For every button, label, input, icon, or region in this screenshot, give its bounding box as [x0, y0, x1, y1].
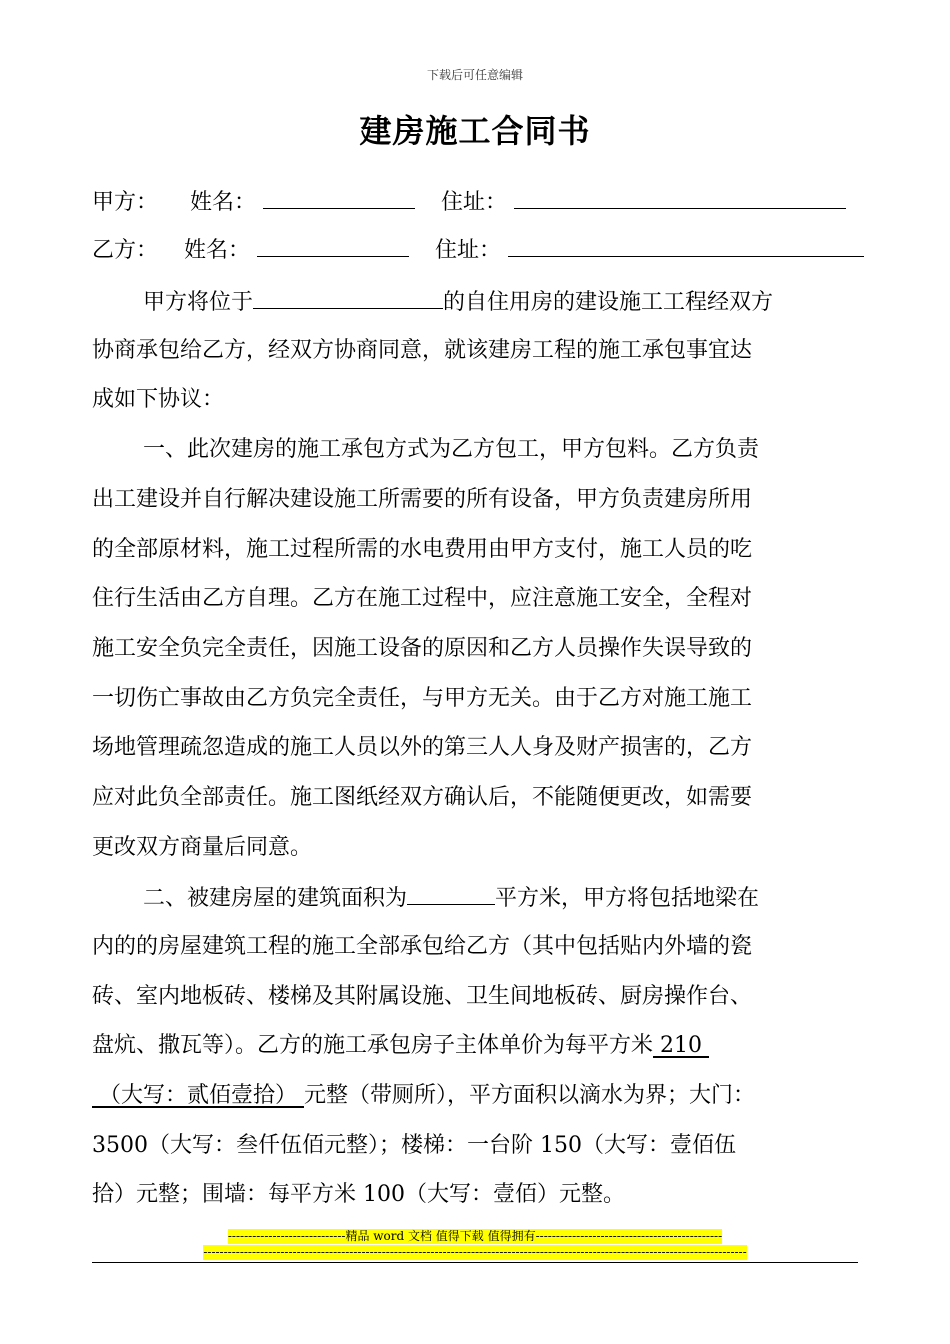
clause2-line-5 [92, 1081, 755, 1111]
party-b-row [92, 234, 864, 266]
clause1-line-7: 场地管理疏忽造成的施工人员以外的第三人人身及财产损害的，乙方 [92, 735, 753, 760]
footer-banner-line-1 [0, 1229, 950, 1244]
party-a-label: 甲方： [92, 190, 159, 215]
party-a-row [92, 186, 846, 218]
party-b-address-field[interactable] [508, 234, 864, 257]
clause1-line-1: 一、此次建房的施工承包方式为乙方包工，甲方包料。乙方负责 [143, 437, 760, 462]
unit-price-value: 210 [653, 1033, 709, 1058]
party-b-name-label: 姓名： [184, 238, 251, 263]
clause1-line-6: 一切伤亡事故由乙方负完全责任，与甲方无关。由于乙方对施工施工 [92, 686, 753, 711]
clause1-line-4: 住行生活由乙方自理。乙方在施工过程中，应注意施工安全，全程对 [92, 586, 753, 611]
clause2-line-3: 砖、室内地板砖、楼梯及其附属设施、卫生间地板砖、厨房操作台、 [92, 984, 753, 1009]
intro-line-2: 协商承包给乙方，经双方协商同意，就该建房工程的施工承包事宜达 [92, 338, 753, 363]
clause2-line-1 [143, 882, 759, 914]
footer-divider [92, 1262, 858, 1263]
area-field[interactable] [407, 882, 495, 905]
clause2-line-4 [92, 1031, 709, 1061]
party-b-address-label: 住址： [435, 238, 502, 263]
party-b-name-field[interactable] [257, 234, 409, 257]
clause2-line-7: 拾）元整；围墙：每平方米 100（大写：壹佰）元整。 [92, 1182, 625, 1207]
party-a-address-field[interactable] [514, 186, 846, 209]
unit-price-text: 盘炕、撒瓦等）。乙方的施工承包房子主体单价为每平方米 [92, 1033, 654, 1058]
party-a-name-field[interactable] [263, 186, 415, 209]
clause2-text-a: 二、被建房屋的建筑面积为 [143, 886, 408, 911]
footer-banner-text-1: -----------------------------精品 word 文档 值得下载 值得拥有---------------------------------------------- [227, 1229, 723, 1243]
party-a-name-label: 姓名： [190, 190, 257, 215]
clause1-line-2: 出工建设并自行解决建设施工所需要的所有设备，甲方负责建房所用 [92, 487, 753, 512]
intro-text-b: 的自住用房的建设施工工程经双方 [443, 290, 774, 315]
clause1-line-8: 应对此负全部责任。施工图纸经双方确认后，不能随便更改，如需要 [92, 785, 753, 810]
clause2-line-6: 3500（大写：叁仟伍佰元整）；楼梯：一台阶 150（大写：壹佰伍 [92, 1133, 736, 1158]
clause2-text-b: 平方米，甲方将包括地梁在 [495, 886, 760, 911]
footer-banner-text-2: -------------------------------------------------------------------------------------------------------------------------------------- [203, 1245, 747, 1259]
intro-line-1 [143, 286, 773, 318]
clause1-line-9: 更改双方商量后同意。 [92, 835, 313, 860]
document-title: 建房施工合同书 [359, 112, 591, 150]
clause1-line-5: 施工安全负完全责任，因施工设备的原因和乙方人员操作失误导致的 [92, 636, 753, 661]
intro-line-3: 成如下协议： [92, 387, 225, 412]
party-a-address-label: 住址： [441, 190, 508, 215]
party-b-label: 乙方： [92, 238, 159, 263]
clause1-line-3: 的全部原材料，施工过程所需的水电费用由甲方支付，施工人员的吃 [92, 537, 753, 562]
header-note: 下载后可任意编辑 [426, 68, 523, 82]
footer-banner-line-2 [0, 1245, 950, 1260]
clause2-text-c: 元整（带厕所），平方面积以滴水为界；大门： [304, 1083, 756, 1108]
intro-text-a: 甲方将位于 [143, 290, 254, 315]
clause2-line-2: 内的的房屋建筑工程的施工全部承包给乙方（其中包括贴内外墙的瓷 [92, 934, 753, 959]
unit-price-capital: （大写：贰佰壹拾） [92, 1083, 304, 1108]
location-field[interactable] [253, 286, 443, 309]
